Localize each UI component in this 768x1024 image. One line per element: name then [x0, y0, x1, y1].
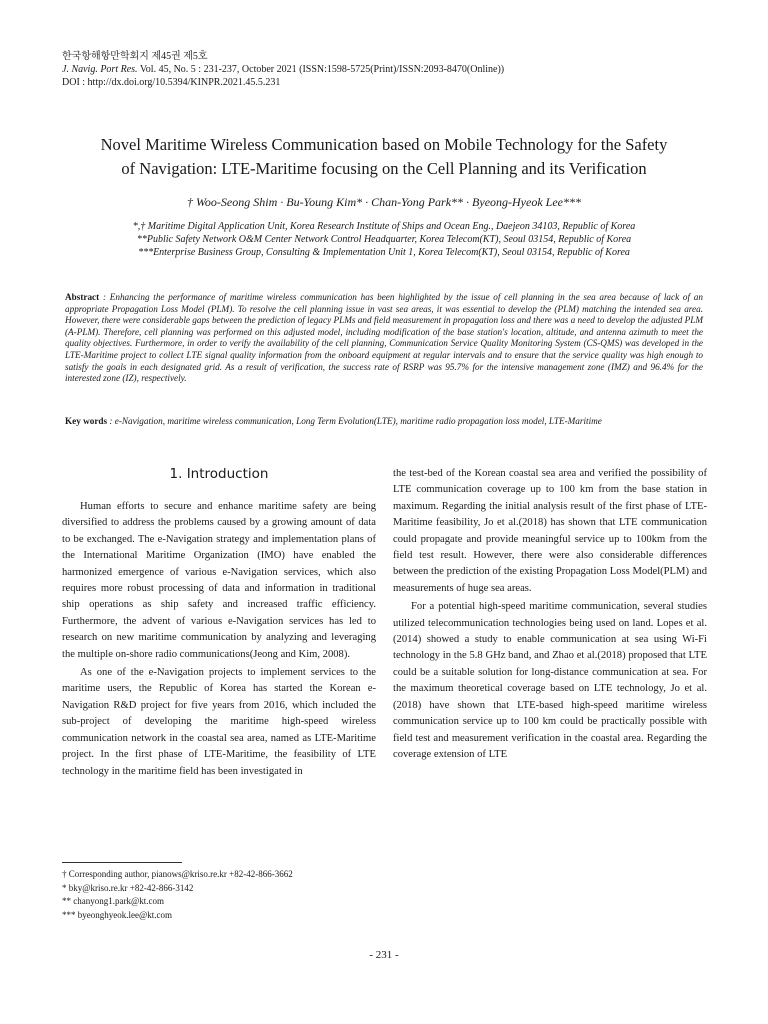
journal-citation	[62, 63, 504, 76]
affiliation-1: *,† Maritime Digital Application Unit, Korea Research Institute of Ships and Ocean Eng., Daejeon 34103, Republic of Korea	[132, 221, 636, 232]
abstract	[65, 292, 703, 385]
affiliations	[40, 220, 728, 259]
paragraph: the test-bed of the Korean coastal sea area and verified the possibility of LTE communication coverage up to 100 km from the base station in maximum. Regarding the initial analysis result of the first phase of LTE-Maritime feasibility, Jo et al.(2018) has shown that LTE communication could propagate and provide meaningful service up to 100km from the field test result. However, there were also considerable differences between the prediction of the existing Propagation Loss Model(PLM) and measurements of huge sea areas.	[393, 468, 707, 594]
footnote-divider	[62, 862, 182, 863]
journal-korean-name: 한국항해항만학회지 제45권 제5호	[62, 51, 208, 62]
journal-abbrev: J. Navig. Port Res.	[62, 64, 138, 75]
abstract-label: Abstract	[65, 292, 100, 302]
keywords-label: Key words	[65, 416, 108, 426]
paragraph: Human efforts to secure and enhance maritime safety are being diversified to address the problems caused by a growing amount of data to be exchanged. The e-Navigation strategy and implementation plans of the International Maritime Organization (IMO) have enabled the harmonized emergence of various e-Navigation services, which also requires more robust processing of data and information in traditional ship operations as ship safety and increased traffic efficiency. Furthermore, the advent of various e-Navigation services has led to research on new maritime communication by analyzing and leveraging the multiple on-shore radio communications(Jeong and Kim, 2008).	[62, 501, 376, 660]
footnotes	[62, 868, 293, 922]
footnote: * bky@kriso.re.kr +82-42-866-3142	[62, 882, 194, 893]
footnote: *** byeonghyeok.lee@kt.com	[62, 909, 173, 920]
right-column	[393, 466, 707, 763]
paragraph: For a potential high-speed maritime communication, several studies utilized telecommunication technologies being used on land. Lopes et al.(2014) showed a study to enable communication at sea using Wi-Fi technology in the 5.8 GHz band, and Zhao et al.(2018) proposed that LTE could be a suitable solution for long-distance communication at sea. For the maximum theoretical coverage based on LTE technology, Jo et al.(2018) have shown that LTE-based high-speed maritime wireless communication service up to 100 km could be practically possible with field test and measurement verification in the coastal area. Regarding the coverage extension of LTE	[393, 601, 707, 760]
paper-title-line-2: of Navigation: LTE-Maritime focusing on the Cell Planning and its Verification	[121, 159, 647, 178]
abstract-text: : Enhancing the performance of maritime wireless communication has been highlighted by the issue of cell planning in the sea area because of lack of an appropriate Propagation Loss Model (PLM). To resolve the cell planning issue in vast sea areas, it was essential to develop the (PLM) matching the intended sea area. However, there were considerable gaps between the prediction of legacy PLMs and field measurement in propagation loss and there was a need to develop the adjusted PLM (A-PLM). Therefore, cell planning was performed on this adjusted model, including modification of the base station's location, altitude, and antenna azimuth to meet the quality objectives. Furthermore, in order to verify the availability of the cell planning, Communication Service Quality Monitoring System (CS-QMS) was developed in the LTE-Maritime project to collect LTE signal quality information from the onboard equipment at regular intervals and to ensure that the service quality was high enough to satisfy the goals in each designated grid. As a result of verification, the success rate of RSRP was 95.7% for the intensive management zone (IMZ) and 96.4% for the interested zone (IZ), respectively.	[65, 292, 703, 384]
author-list: † Woo-Seong Shim · Bu-Young Kim* · Chan-Yong Park** · Byeong-Hyeok Lee***	[187, 195, 581, 209]
journal-volume-info: Vol. 45, No. 5 : 231-237, October 2021 (ISSN:1598-5725(Print)/ISSN:2093-8470(Online))	[137, 64, 505, 75]
journal-header	[62, 50, 504, 89]
paragraph: As one of the e-Navigation projects to implement services to the maritime users, the Republic of Korea has started the Korean e-Navigation R&D project for five years from 2016, which included the sub-project of developing the maritime high-speed wireless communication network in the coastal sea area, named as LTE-Maritime project. In the first phase of LTE-Maritime, the feasibility of LTE technology in the maritime field has been investigated in	[62, 667, 376, 777]
page-number: - 231 -	[369, 949, 399, 961]
footnote-corresponding-author: † Corresponding author, pianows@kriso.re.kr +82-42-866-3662	[62, 869, 293, 879]
keywords-text: : e-Navigation, maritime wireless communication, Long Term Evolution(LTE), maritime radio propagation loss model, LTE-Maritime	[107, 416, 602, 426]
paper-title-line-1: Novel Maritime Wireless Communication based on Mobile Technology for the Safety	[100, 135, 668, 154]
affiliation-2: **Public Safety Network O&M Center Network Control Headquarter, Korea Telecom(KT), Seoul 03154, Republic of Korea	[136, 234, 632, 245]
keywords	[65, 416, 703, 428]
paper-title	[40, 133, 728, 181]
footnote: ** chanyong1.park@kt.com	[62, 896, 165, 906]
left-column	[62, 499, 376, 780]
affiliation-3: ***Enterprise Business Group, Consulting & Implementation Unit 1, Korea Telecom(KT), Seoul 03154, Republic of Korea	[138, 247, 630, 258]
doi-link[interactable]: DOI : http://dx.doi.org/10.5394/KINPR.2021.45.5.231	[62, 77, 281, 88]
section-heading-introduction: 1. Introduction	[169, 466, 269, 482]
